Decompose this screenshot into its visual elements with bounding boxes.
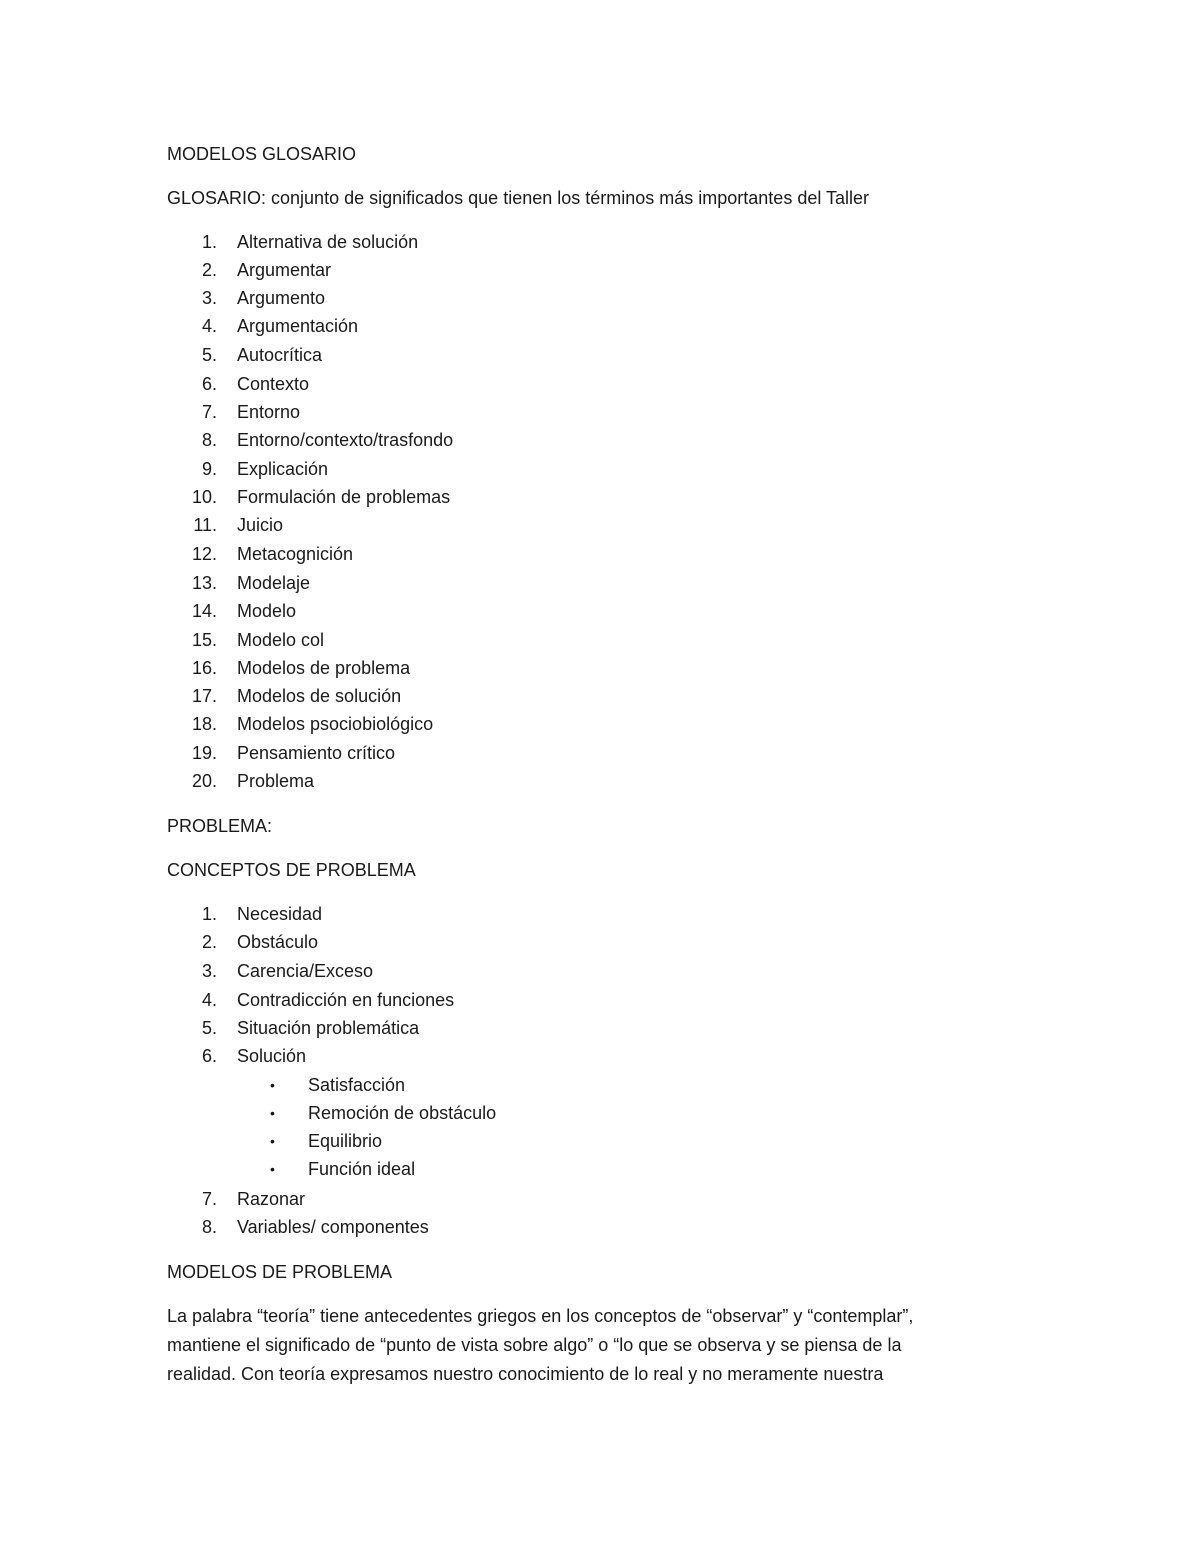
glossary-definition: GLOSARIO: conjunto de significados que tienen los términos más importantes del Taller: [167, 188, 870, 208]
bullet-icon: •: [270, 1105, 275, 1121]
paragraph-line: La palabra “teoría” tiene antecedentes griegos en los conceptos de “observar” y “contemplar”,: [167, 1306, 914, 1326]
paragraph-line: mantiene el significado de “punto de vista sobre algo” o “lo que se observa y se piensa de la: [167, 1335, 902, 1355]
conceptos-heading: CONCEPTOS DE PROBLEMA: [167, 860, 416, 880]
paragraph-line: realidad. Con teoría expresamos nuestro conocimiento de lo real y no meramente nuestra: [167, 1364, 884, 1384]
bullet-icon: •: [270, 1077, 275, 1093]
problema-heading: PROBLEMA:: [167, 816, 273, 836]
document-title: MODELOS GLOSARIO: [167, 144, 357, 164]
bullet-icon: •: [270, 1133, 275, 1149]
document-page: MODELOS GLOSARIO GLOSARIO: conjunto de significados que tienen los términos más importantes del Taller 1. Alternativa de solución 2. Argumentar 3. Argumento 4. Argumentación 5. Autocrítica 6. Contexto 7. Entorno 8. Entorno/contexto/trasfondo 9. Explicación 10. Formulación de problemas 11. Juicio 12. Metacognición 13. Modelaje 14. Modelo 15. Modelo col 16. Modelos de problema 17. Modelos de solución 18. Modelos psociobiológico 19. Pensamiento crítico 20. Problema PROBLEMA: CONCEPTOS DE PROBLEMA 1. Necesidad 2. Obstáculo 3. Carencia/Exceso 4. Contradicción en funciones 5. Situación problemática 6. Solución • Satisfacción • Remoción de obstáculo • Equilibrio • Función ideal 7. Razonar 8. Variables/ componentes MODELOS DE PROBLEMA La palabra “teoría” tiene antecedentes griegos en los conceptos de “observar” y “contemplar”, mantiene el significado de “punto de vista sobre algo” o “lo que se observa y se piensa de la realidad. Con teoría expresamos nuestro conocimiento de lo real y no meramente nuestra: [0, 0, 1200, 1553]
modelos-heading: MODELOS DE PROBLEMA: [167, 1262, 393, 1282]
bullet-icon: •: [270, 1161, 275, 1177]
